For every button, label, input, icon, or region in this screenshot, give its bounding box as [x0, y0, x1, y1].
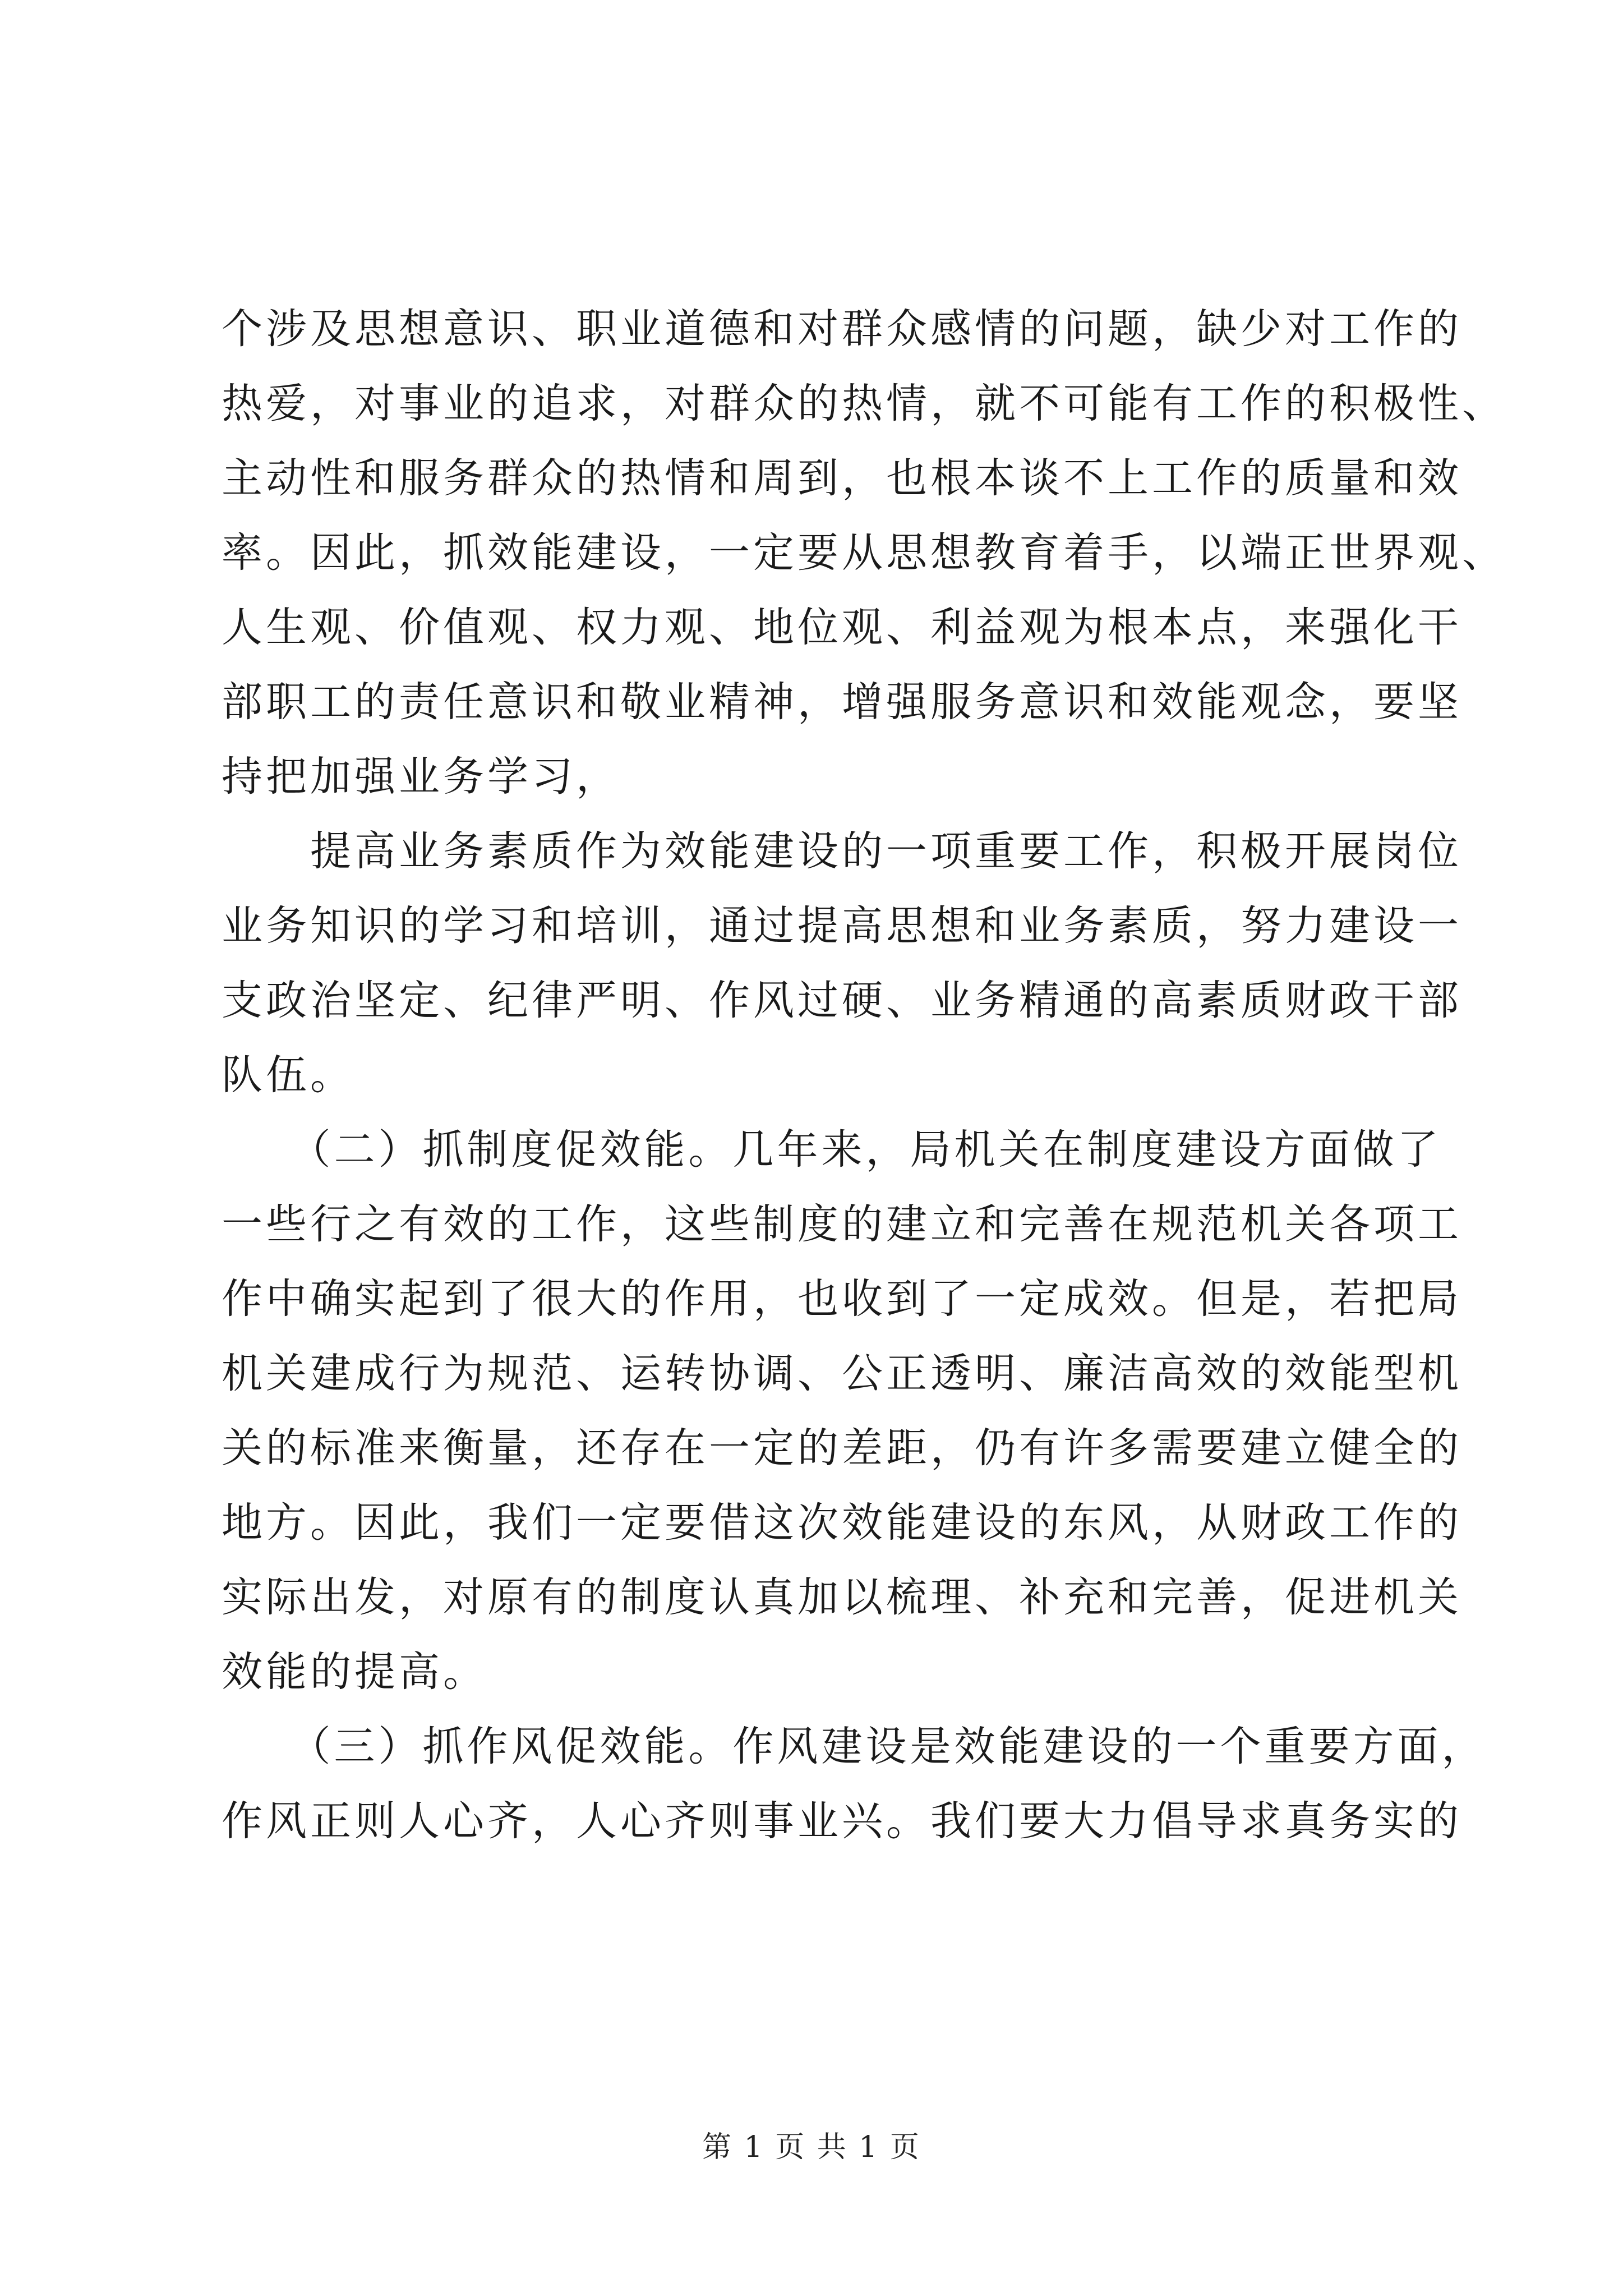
text-line: 提高业务素质作为效能建设的一项重要工作，积极开展岗位: [222, 827, 1462, 875]
text-line: 热爱，对事业的追求，对群众的热情，就不可能有工作的积极性、: [222, 380, 1506, 427]
text-line: 效能的提高。: [222, 1648, 487, 1696]
text-line: 部职工的责任意识和敬业精神，增强服务意识和效能观念，要坚: [222, 678, 1462, 726]
text-line: 一些行之有效的工作，这些制度的建立和完善在规范机关各项工: [222, 1200, 1462, 1248]
text-line: 持把加强业务学习，: [222, 753, 620, 800]
text-line: 个涉及思想意识、职业道德和对群众感情的问题，缺少对工作的: [222, 305, 1462, 353]
text-line: 关的标准来衡量，还存在一定的差距，仍有许多需要建立健全的: [222, 1424, 1462, 1472]
text-line: （三）抓作风促效能。作风建设是效能建设的一个重要方面，: [222, 1723, 1486, 1770]
text-line: 业务知识的学习和培训，通过提高思想和业务素质，努力建设一: [222, 902, 1462, 950]
text-line: 地方。因此，我们一定要借这次效能建设的东风，从财政工作的: [222, 1499, 1462, 1547]
text-line: 作风正则人心齐，人心齐则事业兴。我们要大力倡导求真务实的: [222, 1797, 1462, 1845]
text-line: （二）抓制度促效能。几年来，局机关在制度建设方面做了: [222, 1126, 1442, 1174]
text-line: 支政治坚定、纪律严明、作风过硬、业务精通的高素质财政干部: [222, 977, 1462, 1024]
text-line: 机关建成行为规范、运转协调、公正透明、廉洁高效的效能型机: [222, 1350, 1462, 1397]
text-line: 主动性和服务群众的热情和周到，也根本谈不上工作的质量和效: [222, 454, 1462, 502]
page-number-footer: 第 1 页 共 1 页: [702, 2131, 921, 2164]
text-line: 人生观、价值观、权力观、地位观、利益观为根本点，来强化干: [222, 604, 1462, 651]
document-body: [222, 292, 1506, 1858]
text-line: 队伍。: [222, 1051, 354, 1099]
text-line: 作中确实起到了很大的作用，也收到了一定成效。但是，若把局: [222, 1275, 1462, 1323]
text-line: 率。因此，抓效能建设，一定要从思想教育着手，以端正世界观、: [222, 529, 1506, 577]
text-line: 实际出发，对原有的制度认真加以梳理、补充和完善，促进机关: [222, 1573, 1462, 1621]
